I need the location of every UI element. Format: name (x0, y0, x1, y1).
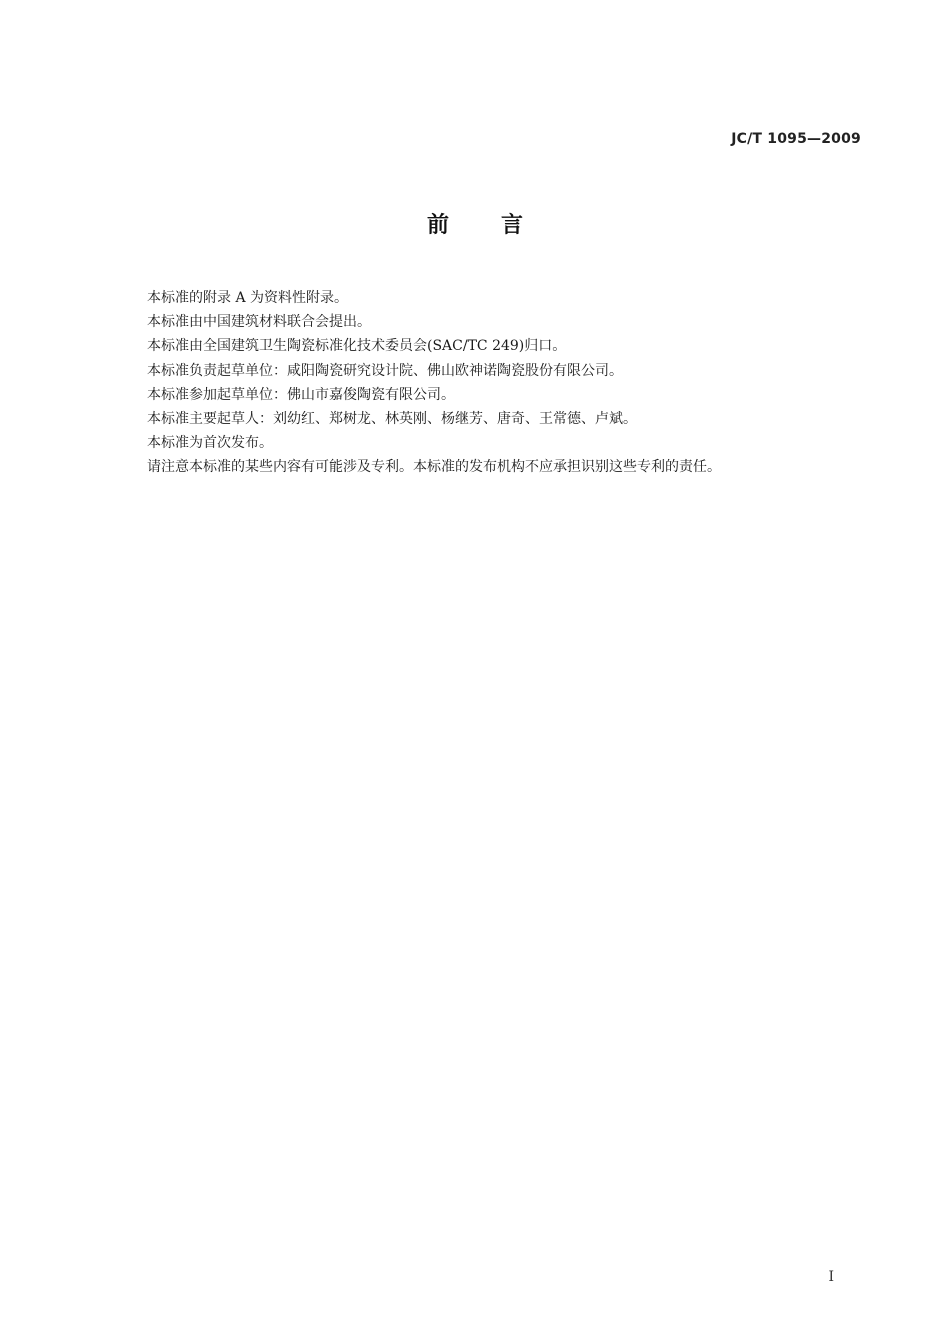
standard-code: JC/T 1095—2009 (731, 131, 861, 147)
paragraph-line: 本标准的附录 A 为资料性附录。 (147, 290, 349, 306)
page-number: I (828, 1269, 834, 1285)
title-char-1: 前 (426, 213, 449, 238)
paragraph-line: 本标准主要起草人：刘幼红、郑树龙、林英刚、杨继芳、唐奇、王常德、卢斌。 (147, 410, 637, 427)
page-title (0, 208, 950, 239)
paragraph-line: 本标准负责起草单位：咸阳陶瓷研究设计院、佛山欧神诺陶瓷股份有限公司。 (147, 362, 623, 379)
paragraph-line: 本标准参加起草单位：佛山市嘉俊陶瓷有限公司。 (147, 386, 455, 403)
paragraph-line: 请注意本标准的某些内容有可能涉及专利。本标准的发布机构不应承担识别这些专利的责任。 (147, 459, 721, 476)
paragraph-line: 本标准由全国建筑卫生陶瓷标准化技术委员会(SAC/TC 249)归口。 (147, 338, 567, 355)
paragraph-line: 本标准为首次发布。 (147, 435, 273, 452)
foreword-body (147, 286, 867, 480)
paragraph-line: 本标准由中国建筑材料联合会提出。 (147, 314, 371, 331)
title-char-2: 言 (501, 213, 524, 238)
